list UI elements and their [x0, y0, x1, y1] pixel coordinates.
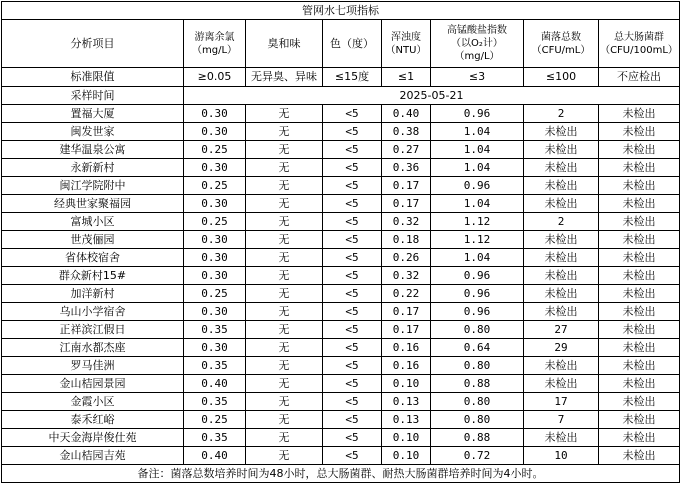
cell-odor: 无 [246, 141, 323, 159]
cell-bacteria: 未检出 [524, 249, 599, 267]
cell-site-name: 正祥滨江假日 [2, 321, 184, 339]
cell-site-name: 闽发世家 [2, 123, 184, 141]
cell-cod: 0.96 [431, 267, 524, 285]
cell-turbidity: 0.10 [382, 447, 431, 465]
cell-site-name: 加洋新村 [2, 285, 184, 303]
cell-chlorine: 0.40 [184, 447, 246, 465]
cell-odor: 无 [246, 213, 323, 231]
cell-cod: 0.80 [431, 411, 524, 429]
cell-coliform: 未检出 [599, 447, 680, 465]
cell-odor: 无 [246, 375, 323, 393]
cell-cod: 1.12 [431, 213, 524, 231]
cell-coliform: 未检出 [599, 105, 680, 123]
standard-odor: 无异臭、异味 [246, 68, 323, 87]
cell-site-name: 建华温泉公寓 [2, 141, 184, 159]
cell-coliform: 未检出 [599, 429, 680, 447]
standard-coliform: 不应检出 [599, 68, 680, 87]
table-row [2, 105, 680, 123]
cell-odor: 无 [246, 357, 323, 375]
cell-turbidity: 0.17 [382, 321, 431, 339]
cell-turbidity: 0.27 [382, 141, 431, 159]
table-row [2, 213, 680, 231]
cell-chlorine: 0.35 [184, 429, 246, 447]
header-bacteria: 菌落总数 （CFU/mL） [524, 20, 599, 68]
cell-cod: 0.64 [431, 339, 524, 357]
cell-coliform: 未检出 [599, 267, 680, 285]
cell-chlorine: 0.35 [184, 393, 246, 411]
cell-cod: 1.04 [431, 195, 524, 213]
header-item: 分析项目 [2, 20, 184, 68]
table-row [2, 411, 680, 429]
cell-color: <5 [323, 321, 382, 339]
cell-site-name: 金山桔园吉苑 [2, 447, 184, 465]
table-row [2, 393, 680, 411]
cell-bacteria: 未检出 [524, 123, 599, 141]
standard-turbidity: ≤1 [382, 68, 431, 87]
cell-site-name: 金霞小区 [2, 393, 184, 411]
table-row [2, 195, 680, 213]
cell-cod: 0.96 [431, 303, 524, 321]
cell-color: <5 [323, 285, 382, 303]
cell-site-name: 金山桔园景园 [2, 375, 184, 393]
standard-cod: ≤3 [431, 68, 524, 87]
cell-color: <5 [323, 429, 382, 447]
cell-cod: 0.88 [431, 429, 524, 447]
cell-cod: 0.72 [431, 447, 524, 465]
cell-site-name: 乌山小学宿舍 [2, 303, 184, 321]
table-row [2, 321, 680, 339]
cell-color: <5 [323, 249, 382, 267]
table-row [2, 447, 680, 465]
cell-color: <5 [323, 159, 382, 177]
cell-coliform: 未检出 [599, 375, 680, 393]
cell-color: <5 [323, 123, 382, 141]
cell-cod: 1.04 [431, 249, 524, 267]
cell-site-name: 闽江学院附中 [2, 177, 184, 195]
table-note: 备注：菌落总数培养时间为48小时，总大肠菌群、耐热大肠菌群培养时间为4小时。 [2, 465, 680, 483]
cell-chlorine: 0.30 [184, 123, 246, 141]
table-row [2, 303, 680, 321]
cell-odor: 无 [246, 447, 323, 465]
table-row [2, 429, 680, 447]
cell-odor: 无 [246, 159, 323, 177]
cell-bacteria: 2 [524, 213, 599, 231]
sampling-date: 2025-05-21 [184, 87, 680, 105]
cell-odor: 无 [246, 105, 323, 123]
cell-site-name: 中天金海岸俊仕苑 [2, 429, 184, 447]
cell-cod: 1.04 [431, 141, 524, 159]
header-turbidity: 浑浊度 （NTU） [382, 20, 431, 68]
cell-bacteria: 未检出 [524, 141, 599, 159]
cell-cod: 1.04 [431, 159, 524, 177]
cell-site-name: 泰禾红峪 [2, 411, 184, 429]
cell-site-name: 经典世家聚福园 [2, 195, 184, 213]
cell-color: <5 [323, 213, 382, 231]
cell-coliform: 未检出 [599, 357, 680, 375]
cell-chlorine: 0.30 [184, 231, 246, 249]
header-cod: 高锰酸盐指数 （以O₂计） （mg/L） [431, 20, 524, 68]
cell-color: <5 [323, 267, 382, 285]
cell-color: <5 [323, 393, 382, 411]
cell-site-name: 富城小区 [2, 213, 184, 231]
cell-color: <5 [323, 231, 382, 249]
table-row [2, 123, 680, 141]
cell-bacteria: 未检出 [524, 195, 599, 213]
cell-coliform: 未检出 [599, 411, 680, 429]
cell-site-name: 罗马佳洲 [2, 357, 184, 375]
standard-color: ≤15度 [323, 68, 382, 87]
water-quality-table [1, 1, 680, 483]
cell-bacteria: 未检出 [524, 429, 599, 447]
cell-coliform: 未检出 [599, 303, 680, 321]
table-row [2, 249, 680, 267]
cell-turbidity: 0.32 [382, 213, 431, 231]
cell-bacteria: 未检出 [524, 177, 599, 195]
cell-odor: 无 [246, 267, 323, 285]
cell-chlorine: 0.30 [184, 303, 246, 321]
cell-bacteria: 7 [524, 411, 599, 429]
header-row [2, 20, 680, 68]
table-row [2, 375, 680, 393]
table-row [2, 357, 680, 375]
cell-odor: 无 [246, 285, 323, 303]
cell-turbidity: 0.17 [382, 177, 431, 195]
cell-turbidity: 0.10 [382, 375, 431, 393]
cell-bacteria: 2 [524, 105, 599, 123]
sampling-label: 采样时间 [2, 87, 184, 105]
table-row [2, 141, 680, 159]
cell-site-name: 世茂俪园 [2, 231, 184, 249]
cell-cod: 1.04 [431, 123, 524, 141]
cell-chlorine: 0.30 [184, 267, 246, 285]
cell-cod: 0.80 [431, 321, 524, 339]
cell-cod: 0.80 [431, 357, 524, 375]
table-row [2, 339, 680, 357]
cell-color: <5 [323, 141, 382, 159]
note-row [2, 465, 680, 483]
cell-coliform: 未检出 [599, 195, 680, 213]
cell-odor: 无 [246, 429, 323, 447]
cell-bacteria: 未检出 [524, 375, 599, 393]
cell-bacteria: 未检出 [524, 303, 599, 321]
table-title: 管网水七项指标 [2, 2, 680, 20]
cell-turbidity: 0.36 [382, 159, 431, 177]
cell-bacteria: 10 [524, 447, 599, 465]
header-color: 色（度） [323, 20, 382, 68]
standard-label: 标准限值 [2, 68, 184, 87]
cell-odor: 无 [246, 393, 323, 411]
cell-odor: 无 [246, 321, 323, 339]
table-row [2, 177, 680, 195]
header-chlorine: 游离余氯 （mg/L） [184, 20, 246, 68]
cell-turbidity: 0.10 [382, 429, 431, 447]
cell-chlorine: 0.30 [184, 105, 246, 123]
cell-site-name: 省体校宿舍 [2, 249, 184, 267]
cell-turbidity: 0.22 [382, 285, 431, 303]
cell-chlorine: 0.35 [184, 357, 246, 375]
cell-chlorine: 0.35 [184, 321, 246, 339]
cell-site-name: 江南水都杰座 [2, 339, 184, 357]
standard-chlorine: ≥0.05 [184, 68, 246, 87]
cell-cod: 0.80 [431, 393, 524, 411]
cell-bacteria: 未检出 [524, 159, 599, 177]
cell-turbidity: 0.18 [382, 231, 431, 249]
cell-chlorine: 0.25 [184, 285, 246, 303]
cell-coliform: 未检出 [599, 339, 680, 357]
cell-coliform: 未检出 [599, 141, 680, 159]
header-coliform: 总大肠菌群 （CFU/100mL） [599, 20, 680, 68]
cell-turbidity: 0.26 [382, 249, 431, 267]
cell-odor: 无 [246, 195, 323, 213]
cell-color: <5 [323, 339, 382, 357]
table-row [2, 267, 680, 285]
cell-odor: 无 [246, 231, 323, 249]
cell-coliform: 未检出 [599, 285, 680, 303]
cell-bacteria: 29 [524, 339, 599, 357]
cell-chlorine: 0.30 [184, 249, 246, 267]
cell-color: <5 [323, 411, 382, 429]
standard-bacteria: ≤100 [524, 68, 599, 87]
cell-chlorine: 0.40 [184, 375, 246, 393]
cell-odor: 无 [246, 249, 323, 267]
cell-cod: 0.96 [431, 285, 524, 303]
header-odor: 臭和味 [246, 20, 323, 68]
cell-chlorine: 0.25 [184, 141, 246, 159]
table-row [2, 159, 680, 177]
cell-turbidity: 0.38 [382, 123, 431, 141]
cell-coliform: 未检出 [599, 249, 680, 267]
cell-turbidity: 0.16 [382, 339, 431, 357]
cell-odor: 无 [246, 411, 323, 429]
standard-row [2, 68, 680, 87]
cell-color: <5 [323, 447, 382, 465]
cell-bacteria: 未检出 [524, 357, 599, 375]
cell-coliform: 未检出 [599, 231, 680, 249]
cell-site-name: 群众新村15# [2, 267, 184, 285]
cell-turbidity: 0.13 [382, 393, 431, 411]
cell-coliform: 未检出 [599, 159, 680, 177]
cell-cod: 1.12 [431, 231, 524, 249]
cell-chlorine: 0.25 [184, 213, 246, 231]
cell-cod: 0.96 [431, 105, 524, 123]
cell-color: <5 [323, 105, 382, 123]
cell-turbidity: 0.16 [382, 357, 431, 375]
cell-cod: 0.88 [431, 375, 524, 393]
cell-odor: 无 [246, 177, 323, 195]
sampling-row [2, 87, 680, 105]
table-row [2, 231, 680, 249]
cell-color: <5 [323, 195, 382, 213]
cell-bacteria: 17 [524, 393, 599, 411]
cell-turbidity: 0.17 [382, 303, 431, 321]
cell-color: <5 [323, 375, 382, 393]
cell-chlorine: 0.30 [184, 195, 246, 213]
cell-odor: 无 [246, 339, 323, 357]
cell-bacteria: 未检出 [524, 267, 599, 285]
cell-bacteria: 未检出 [524, 285, 599, 303]
cell-turbidity: 0.32 [382, 267, 431, 285]
cell-coliform: 未检出 [599, 177, 680, 195]
cell-cod: 0.96 [431, 177, 524, 195]
cell-coliform: 未检出 [599, 213, 680, 231]
cell-color: <5 [323, 177, 382, 195]
cell-turbidity: 0.17 [382, 195, 431, 213]
cell-coliform: 未检出 [599, 321, 680, 339]
cell-bacteria: 27 [524, 321, 599, 339]
table-row [2, 285, 680, 303]
cell-chlorine: 0.25 [184, 177, 246, 195]
cell-turbidity: 0.40 [382, 105, 431, 123]
cell-odor: 无 [246, 303, 323, 321]
cell-chlorine: 0.30 [184, 159, 246, 177]
cell-site-name: 置福大厦 [2, 105, 184, 123]
cell-bacteria: 未检出 [524, 231, 599, 249]
cell-odor: 无 [246, 123, 323, 141]
cell-chlorine: 0.25 [184, 411, 246, 429]
cell-coliform: 未检出 [599, 393, 680, 411]
cell-chlorine: 0.30 [184, 339, 246, 357]
cell-color: <5 [323, 303, 382, 321]
cell-turbidity: 0.13 [382, 411, 431, 429]
cell-color: <5 [323, 357, 382, 375]
cell-site-name: 永新新村 [2, 159, 184, 177]
cell-coliform: 未检出 [599, 123, 680, 141]
